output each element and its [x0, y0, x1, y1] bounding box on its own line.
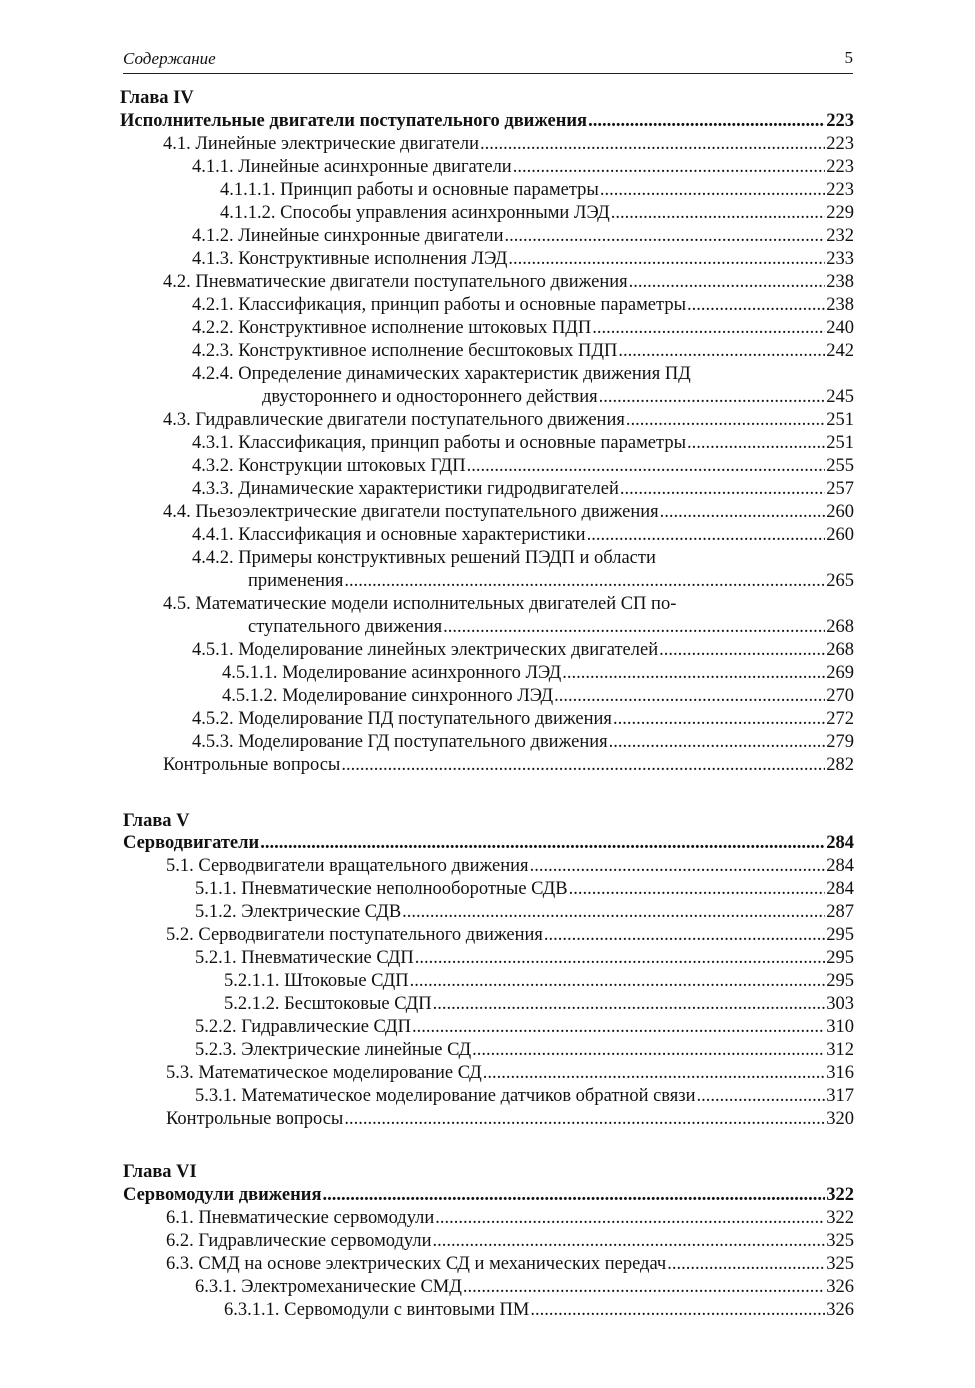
toc-entry-title: 6.3.1. Электромеханические СМД [195, 1277, 462, 1297]
toc-entry-title: 6.1. Пневматические сервомодули [166, 1208, 435, 1228]
leader-dots [687, 294, 825, 317]
leader-dots [472, 1039, 825, 1062]
toc-page: 326 [826, 1277, 854, 1297]
toc-entry [166, 1108, 854, 1131]
leader-dots [544, 924, 825, 947]
toc-entry [192, 340, 854, 363]
toc-entry-title: 4.3.3. Динамические характеристики гидродвигателей [192, 479, 619, 499]
toc-page: 279 [826, 732, 854, 752]
leader-dots [505, 225, 826, 248]
toc-entry [192, 225, 854, 248]
chapter-heading [120, 110, 854, 133]
toc-entry-title: 5.1.1. Пневматические неполнооборотные СДВ [195, 879, 568, 899]
toc-page: 320 [826, 1109, 854, 1129]
leader-dots [513, 156, 826, 179]
toc-page: 272 [826, 709, 854, 729]
toc-page: 284 [826, 833, 854, 853]
chapter-label: Глава V [123, 811, 190, 831]
toc-entry [163, 754, 854, 777]
toc-entry [192, 708, 854, 731]
leader-dots [412, 1016, 825, 1039]
leader-dots [480, 133, 825, 156]
toc-entry-title: 4.2. Пневматические двигатели поступательного движения [163, 272, 628, 292]
toc-entry [166, 1207, 854, 1230]
toc-page: 223 [826, 157, 854, 177]
leader-dots [483, 1062, 825, 1085]
toc-entry [195, 1039, 854, 1062]
leader-dots [587, 524, 826, 547]
leader-dots [463, 1276, 825, 1299]
toc-page: 310 [826, 1017, 854, 1037]
toc-page: 325 [826, 1254, 854, 1274]
leader-dots [592, 317, 825, 340]
toc-entry-title: Серводвигатели [123, 833, 260, 853]
toc-entry [192, 639, 854, 662]
leader-dots [609, 731, 826, 754]
leader-dots [562, 662, 825, 685]
leader-dots [402, 901, 825, 924]
toc-entry [192, 432, 854, 455]
leader-dots [611, 202, 826, 225]
toc-page: 245 [826, 387, 854, 407]
leader-dots [697, 1085, 826, 1108]
toc-entry-title: 5.2. Серводвигатели поступательного движения [166, 925, 543, 945]
toc-entry [163, 133, 854, 156]
toc-entry [195, 1016, 854, 1039]
toc-entry-title: 4.1.3. Конструктивные исполнения ЛЭД [192, 249, 508, 269]
toc-entry-title: 4.5.2. Моделирование ПД поступательного движения [192, 709, 612, 729]
toc-entry-title: 5.2.1.1. Штоковые СДП [224, 971, 409, 991]
leader-dots [620, 478, 825, 501]
toc-page: 270 [826, 686, 854, 706]
toc-page: 268 [826, 617, 854, 637]
toc-entry [163, 501, 854, 524]
toc-page: 295 [826, 925, 854, 945]
toc-page: 238 [826, 272, 854, 292]
toc-entry-title: 4.1.1.2. Способы управления асинхронными ЛЭД [220, 203, 610, 223]
leader-dots [588, 110, 825, 133]
toc-page: 268 [826, 640, 854, 660]
toc-entry [192, 156, 854, 179]
toc-entry [220, 202, 854, 225]
toc-entry [192, 731, 854, 754]
toc-page: 251 [826, 410, 854, 430]
toc-page: 255 [826, 456, 854, 476]
toc-entry-title: 4.2.4. Определение динамических характеристик движения ПД [192, 364, 691, 384]
toc-entry [224, 970, 854, 993]
toc-entry [192, 294, 854, 317]
toc-entry-title: 4.1.1.1. Принцип работы и основные параметры [220, 180, 599, 200]
toc-entry-title: 6.3. СМД на основе электрических СД и механических передач [166, 1254, 667, 1274]
toc-page: 238 [826, 295, 854, 315]
toc-entry-title: 4.2.3. Конструктивное исполнение бесштоковых ПДП [192, 341, 618, 361]
toc-entry-title: Контрольные вопросы [166, 1109, 344, 1129]
toc-entry-title: Сервомодули движения [123, 1185, 322, 1205]
toc-entry-title: 5.1.2. Электрические СДВ [195, 902, 402, 922]
toc-page: 251 [826, 433, 854, 453]
toc-entry-title: 4.5.1.2. Моделирование синхронного ЛЭД [222, 686, 554, 706]
toc-page: 317 [826, 1086, 854, 1106]
toc-page: 322 [826, 1208, 854, 1228]
running-header-title: Содержание [123, 49, 216, 68]
toc-entry [248, 570, 854, 593]
toc-entry [220, 179, 854, 202]
toc-entry-title: 5.3.1. Математическое моделирование датчиков обратной связи [195, 1086, 696, 1106]
toc-page: 260 [826, 525, 854, 545]
toc-entry-title: 4.3. Гидравлические двигатели поступательного движения [163, 410, 625, 430]
toc-entry-title: 4.4.1. Классификация и основные характеристики [192, 525, 586, 545]
toc-page: 284 [826, 879, 854, 899]
leader-dots [443, 616, 825, 639]
toc-entry [166, 1230, 854, 1253]
leader-dots [659, 639, 825, 662]
toc-entry-title: 4.5.1.1. Моделирование асинхронного ЛЭД [222, 663, 562, 683]
toc-entry-title: 4.2.1. Классификация, принцип работы и основные параметры [192, 295, 686, 315]
chapter-heading [123, 832, 854, 855]
toc-entry [166, 1253, 854, 1276]
toc-entry-title: 5.2.2. Гидравлические СДП [195, 1017, 411, 1037]
toc-page: 233 [826, 249, 854, 269]
toc-entry-title: 4.1.1. Линейные асинхронные двигатели [192, 157, 512, 177]
leader-dots [433, 993, 826, 1016]
leader-dots [618, 340, 825, 363]
leader-dots [467, 455, 826, 478]
toc-page: 223 [826, 111, 854, 131]
toc-entry-title: 5.1. Серводвигатели вращательного движения [166, 856, 529, 876]
toc-page: 287 [826, 902, 854, 922]
toc-page: 260 [826, 502, 854, 522]
chapter-label: Глава IV [120, 88, 194, 108]
toc-page: 295 [826, 948, 854, 968]
toc-entry [192, 478, 854, 501]
toc-page: 325 [826, 1231, 854, 1251]
toc-entry-title: 6.2. Гидравлические сервомодули [166, 1231, 432, 1251]
toc-entry-title: ступательного движения [248, 617, 443, 637]
toc-entry [222, 685, 854, 708]
toc-entry [192, 455, 854, 478]
toc-entry-title: 5.2.1.2. Бесштоковые СДП [224, 994, 432, 1014]
leader-dots [554, 685, 825, 708]
leader-dots [415, 947, 826, 970]
leader-dots [530, 855, 826, 878]
toc-entry [166, 1062, 854, 1085]
page-number: 5 [844, 48, 853, 67]
toc-entry-title: 5.3. Математическое моделирование СД [166, 1063, 482, 1083]
leader-dots [569, 878, 826, 901]
toc-entry [192, 248, 854, 271]
toc-entry [224, 993, 854, 1016]
toc-page: 223 [826, 134, 854, 154]
toc-entry-title: 5.2.3. Электрические линейные СД [195, 1040, 472, 1060]
toc-entry [248, 616, 854, 639]
toc-entry [192, 524, 854, 547]
leader-dots [530, 1299, 825, 1322]
toc-page: 284 [826, 856, 854, 876]
chapter-heading [123, 1184, 854, 1207]
toc-entry [222, 662, 854, 685]
toc-entry-title: 4.5. Математические модели исполнительных двигателей СП по- [163, 594, 677, 614]
toc-entry [262, 386, 854, 409]
toc-entry-title: 4.3.1. Классификация, принцип работы и основные параметры [192, 433, 686, 453]
toc-page: 282 [826, 755, 854, 775]
toc-page: 295 [826, 971, 854, 991]
leader-dots [322, 1184, 825, 1207]
toc-entry-title: 4.2.2. Конструктивное исполнение штоковых ПДП [192, 318, 592, 338]
toc-page: 303 [826, 994, 854, 1014]
toc-entry [166, 924, 854, 947]
leader-dots [260, 832, 825, 855]
leader-dots [600, 179, 825, 202]
toc-entry [195, 878, 854, 901]
chapter-label: Глава VI [123, 1162, 197, 1182]
toc-entry [195, 901, 854, 924]
leader-dots [508, 248, 825, 271]
running-header [123, 47, 853, 74]
leader-dots [344, 1108, 825, 1131]
leader-dots [410, 970, 826, 993]
toc-entry-title: Исполнительные двигатели поступательного движения [120, 111, 588, 131]
leader-dots [667, 1253, 825, 1276]
toc-entry-title: 4.3.2. Конструкции штоковых ГДП [192, 456, 466, 476]
toc-page: 242 [826, 341, 854, 361]
toc-page: 322 [826, 1185, 854, 1205]
toc-entry-title: применения [248, 571, 344, 591]
toc-entry [192, 317, 854, 340]
toc-entry-title: 4.1. Линейные электрические двигатели [163, 134, 479, 154]
toc-entry-title: 6.3.1.1. Сервомодули с винтовыми ПМ [224, 1300, 530, 1320]
leader-dots [660, 501, 826, 524]
toc-entry-title: 4.4. Пьезоэлектрические двигатели поступательного движения [163, 502, 659, 522]
leader-dots [599, 386, 826, 409]
toc-page: 269 [826, 663, 854, 683]
toc-page: 240 [826, 318, 854, 338]
toc-page: 229 [826, 203, 854, 223]
toc-page: 257 [826, 479, 854, 499]
toc-entry-title: 5.2.1. Пневматические СДП [195, 948, 414, 968]
leader-dots [613, 708, 825, 731]
toc-page: 265 [826, 571, 854, 591]
toc-entry [195, 1085, 854, 1108]
toc-entry-title: 4.5.1. Моделирование линейных электрических двигателей [192, 640, 659, 660]
leader-dots [344, 570, 825, 593]
leader-dots [341, 754, 825, 777]
toc-entry-title: 4.4.2. Примеры конструктивных решений ПЭДП и области [192, 548, 656, 568]
leader-dots [435, 1207, 825, 1230]
toc-entry [163, 409, 854, 432]
toc-page: 316 [826, 1063, 854, 1083]
leader-dots [433, 1230, 826, 1253]
toc-page: 232 [826, 226, 854, 246]
toc-entry [163, 271, 854, 294]
toc-page: 312 [826, 1040, 854, 1060]
toc-entry [166, 855, 854, 878]
leader-dots [629, 271, 826, 294]
toc-entry-title: двустороннего и одностороннего действия [262, 387, 598, 407]
leader-dots [687, 432, 825, 455]
toc-entry-title: Контрольные вопросы [163, 755, 341, 775]
toc-entry-title: 4.1.2. Линейные синхронные двигатели [192, 226, 504, 246]
toc-entry [195, 1276, 854, 1299]
toc-entry-title: 4.5.3. Моделирование ГД поступательного движения [192, 732, 608, 752]
toc-entry [224, 1299, 854, 1322]
toc-page: 326 [826, 1300, 854, 1320]
toc-entry [195, 947, 854, 970]
leader-dots [626, 409, 825, 432]
toc-page: 223 [826, 180, 854, 200]
